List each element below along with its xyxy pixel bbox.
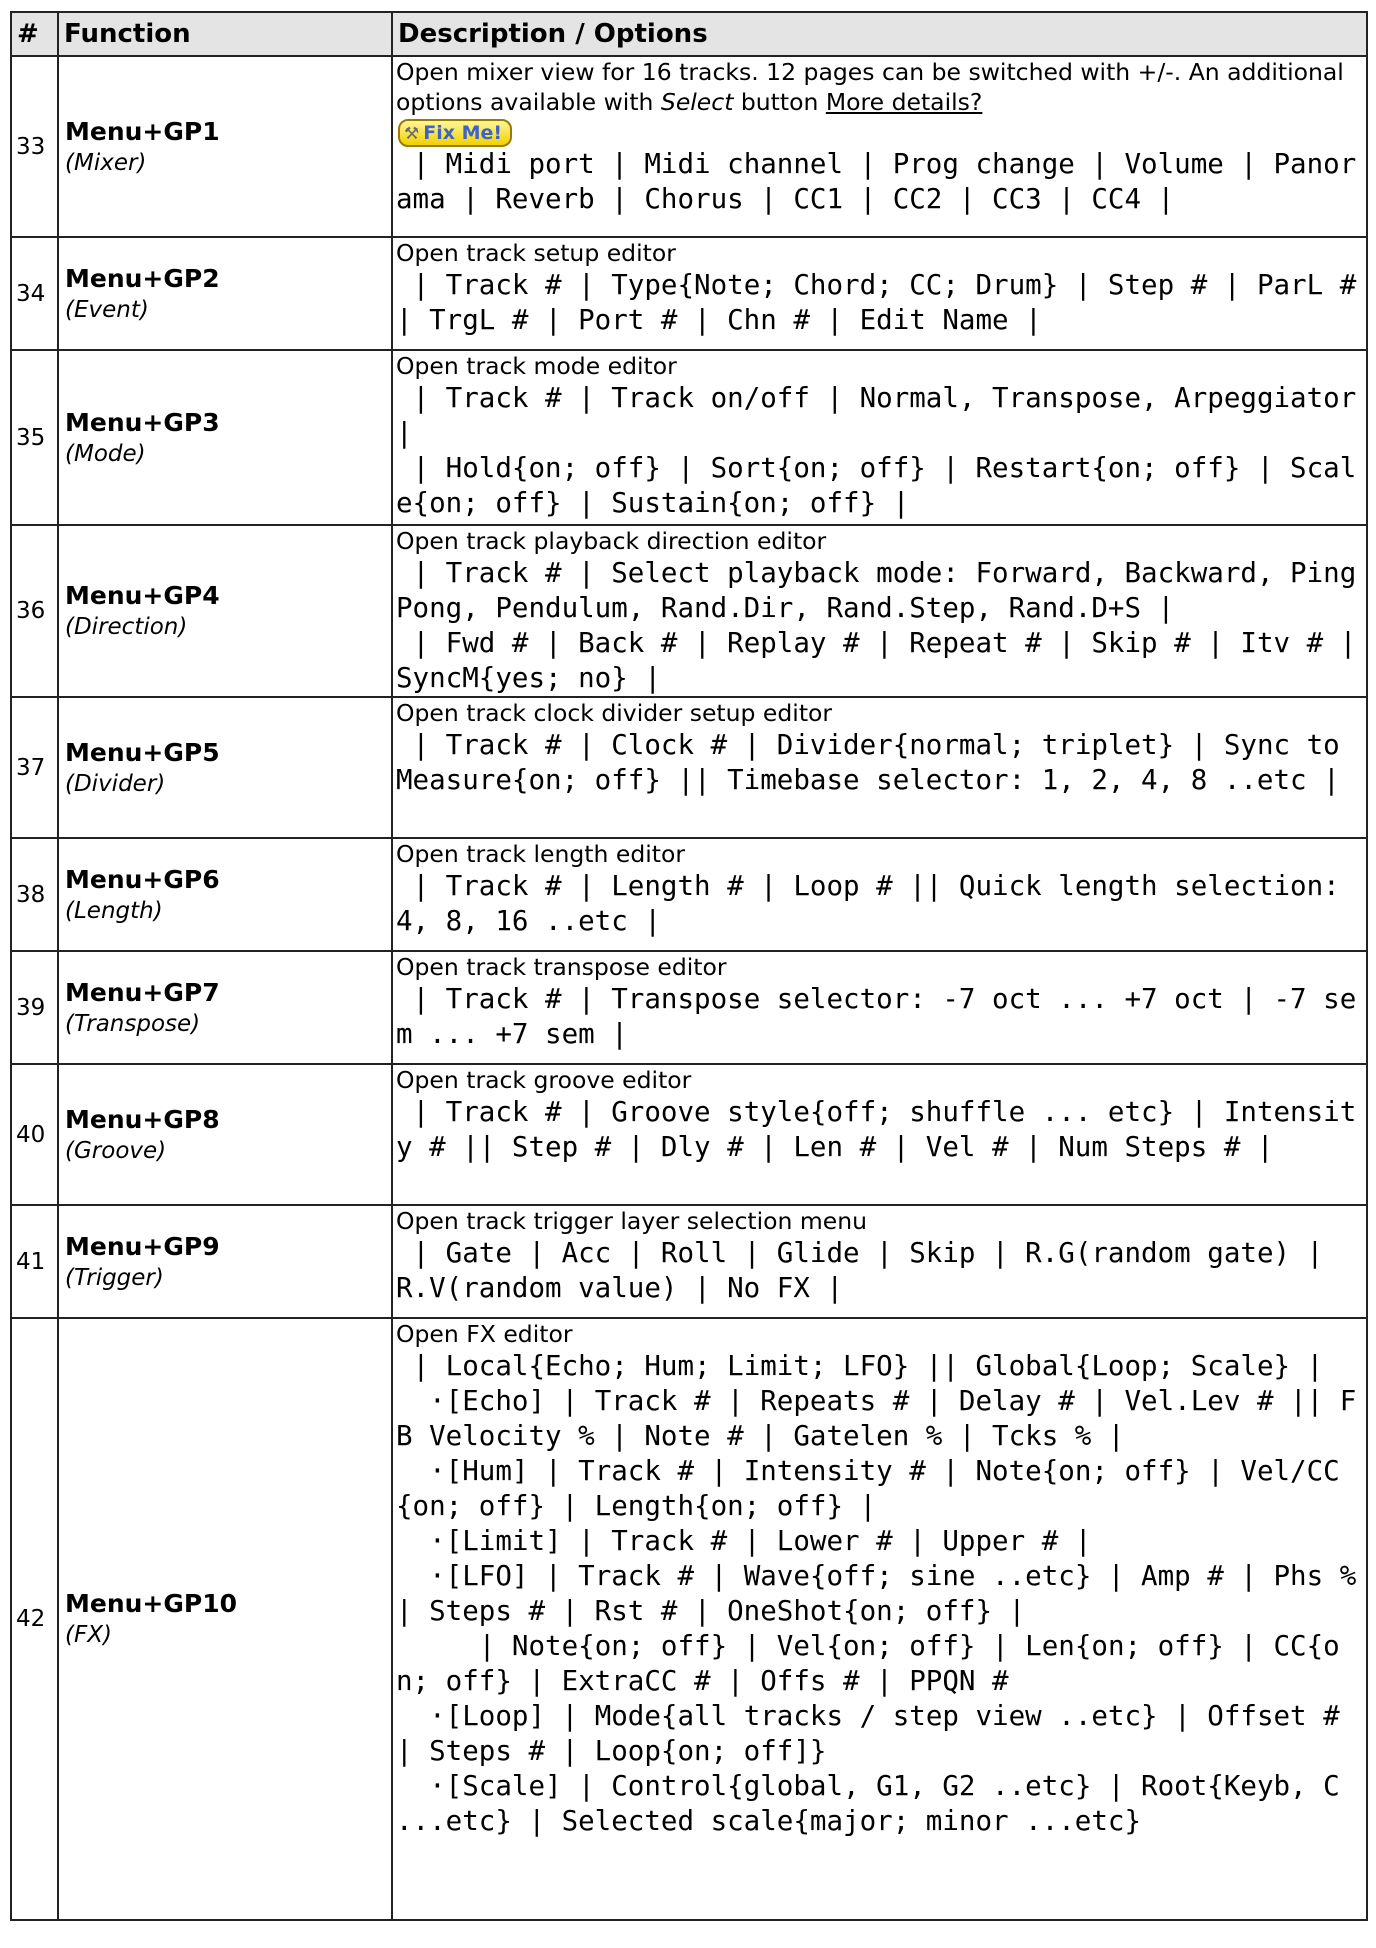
row-number: 41	[11, 1205, 58, 1318]
function-cell	[58, 838, 392, 951]
description-cell	[392, 697, 1367, 838]
row-number: 38	[11, 838, 58, 951]
description-cell	[392, 350, 1373, 525]
function-cell	[58, 525, 392, 697]
function-cell	[58, 697, 392, 838]
header-function: Function	[58, 12, 392, 56]
description-part: Open mixer view for 16 tracks. 12 pages can be switched with +/-. An additional options available with	[396, 58, 1344, 116]
fixme-label: Fix Me!	[423, 122, 503, 144]
row-number: 42	[11, 1318, 58, 1920]
table-row	[11, 697, 1367, 838]
options-line: | Fwd # | Back # | Replay # | Repeat # | Skip # | Itv # | SyncM{yes; no} |	[396, 627, 1373, 694]
function-alias: (Trigger)	[65, 1264, 164, 1291]
table-row	[11, 350, 1367, 525]
description-part: button	[733, 88, 826, 116]
options-line: | Track # | Length # | Loop # || Quick length selection: 4, 8, 16 ..etc |	[396, 870, 1357, 937]
description-cell	[392, 951, 1367, 1064]
function-alias: (Divider)	[65, 770, 166, 797]
description-cell	[392, 525, 1373, 697]
description-text: Open track playback direction editor	[396, 527, 827, 555]
table-row	[11, 951, 1367, 1064]
function-alias: (Mode)	[65, 440, 146, 467]
wrench-icon: ⚒	[404, 124, 420, 144]
table-row	[11, 1205, 1367, 1318]
function-name: Menu+GP7	[65, 977, 220, 1007]
description-text: Open FX editor	[396, 1320, 573, 1348]
description-text: Open track length editor	[396, 840, 686, 868]
options-line: | Track # | Clock # | Divider{normal; triplet} | Sync to Measure{on; off} || Timebase selector: 1, 2, 4, 8 ..etc |	[396, 729, 1357, 796]
row-number: 35	[11, 350, 58, 525]
more-details-link[interactable]: More details?	[825, 88, 983, 116]
function-name: Menu+GP8	[65, 1104, 220, 1134]
options-line: | Local{Echo; Hum; Limit; LFO} || Global{Loop; Scale} |	[396, 1350, 1324, 1382]
options-line: | Note{on; off} | Vel{on; off} | Len{on; off} | CC{on; off} | ExtraCC # | Offs # | PPQN #	[396, 1630, 1340, 1697]
description-text: Open track transpose editor	[396, 953, 727, 981]
function-name: Menu+GP9	[65, 1231, 220, 1261]
table-row	[11, 838, 1367, 951]
table-row	[11, 237, 1367, 350]
function-name: Menu+GP5	[65, 737, 220, 767]
header-number: #	[11, 12, 58, 56]
function-alias: (Length)	[65, 897, 163, 924]
function-alias: (Mixer)	[65, 149, 147, 176]
function-name: Menu+GP6	[65, 864, 220, 894]
function-cell	[58, 56, 392, 237]
function-cell	[58, 237, 392, 350]
row-number: 36	[11, 525, 58, 697]
options-line: | Gate | Acc | Roll | Glide | Skip | R.G(random gate) | R.V(random value) | No FX |	[396, 1237, 1340, 1304]
options-line: | Track # | Select playback mode: Forward, Backward, PingPong, Pendulum, Rand.Dir, Rand.Step, Rand.D+S |	[396, 557, 1357, 624]
table-row	[11, 525, 1367, 697]
function-name: Menu+GP4	[65, 581, 220, 610]
options-line: ·[Scale] | Control{global, G1, G2 ..etc} | Root{Keyb, C ...etc} | Selected scale{major; minor ...etc}	[396, 1770, 1357, 1837]
options-line: | Hold{on; off} | Sort{on; off} | Restart{on; off} | Scale{on; off} | Sustain{on; off} |	[396, 452, 1357, 519]
description-cell	[392, 1318, 1373, 1920]
row-number: 33	[11, 56, 58, 237]
description-text: Open track groove editor	[396, 1066, 692, 1094]
row-number: 37	[11, 697, 58, 838]
row-number: 34	[11, 237, 58, 350]
description-text: Open track setup editor	[396, 239, 676, 267]
function-cell	[58, 951, 392, 1064]
row-number: 39	[11, 951, 58, 1064]
table-row	[11, 1318, 1367, 1920]
description-cell	[392, 56, 1367, 237]
select-button-term: Select	[660, 88, 734, 116]
function-alias: (Groove)	[65, 1137, 167, 1164]
description-cell	[392, 237, 1373, 350]
function-name: Menu+GP1	[65, 116, 220, 146]
description-cell	[392, 838, 1367, 951]
function-cell	[58, 1205, 392, 1318]
options-line: ·[Echo] | Track # | Repeats # | Delay # | Vel.Lev # || FB Velocity % | Note # | Gatelen % | Tcks % |	[396, 1385, 1357, 1452]
options-line: | Track # | Groove style{off; shuffle ... etc} | Intensity # || Step # | Dly # | Len # | Vel # | Num Steps # |	[396, 1096, 1357, 1163]
options-line: | Midi port | Midi channel | Prog change | Volume | Panorama | Reverb | Chorus | CC1 | CC2 | CC3 | CC4 |	[396, 148, 1357, 215]
function-cell	[58, 1064, 392, 1205]
description-cell	[392, 1205, 1367, 1318]
options-line: | Track # | Transpose selector: -7 oct ... +7 oct | -7 sem ... +7 sem |	[396, 983, 1357, 1050]
table-row	[11, 56, 1367, 237]
description-text: Open track mode editor	[396, 352, 677, 380]
options-line: ·[Loop] | Mode{all tracks / step view ..etc} | Offset # | Steps # | Loop{on; off]}	[396, 1700, 1357, 1767]
function-alias: (Direction)	[65, 614, 188, 640]
function-table	[10, 11, 1373, 1921]
function-name: Menu+GP3	[65, 407, 220, 437]
fixme-badge	[398, 119, 512, 147]
description-cell	[392, 1064, 1367, 1205]
function-name: Menu+GP10	[65, 1589, 238, 1618]
table-row	[11, 1064, 1367, 1205]
function-name: Menu+GP2	[65, 263, 220, 293]
options-line: | Track # | Type{Note; Chord; CC; Drum} | Step # | ParL # | TrgL # | Port # | Chn # | Edit Name |	[396, 269, 1373, 336]
options-line: ·[Limit] | Track # | Lower # | Upper # |	[396, 1525, 1092, 1557]
function-alias: (Transpose)	[65, 1010, 201, 1037]
description-text	[396, 57, 1364, 117]
description-text: Open track trigger layer selection menu	[396, 1207, 867, 1235]
header-row	[11, 12, 1367, 56]
options-line: ·[Hum] | Track # | Intensity # | Note{on; off} | Vel/CC{on; off} | Length{on; off} |	[396, 1455, 1340, 1522]
options-line: ·[LFO] | Track # | Wave{off; sine ..etc} | Amp # | Phs % | Steps # | Rst # | OneShot{on; off} |	[396, 1560, 1373, 1627]
header-description: Description / Options	[392, 12, 1367, 56]
function-alias: (Event)	[65, 296, 149, 323]
function-cell	[58, 1318, 392, 1920]
options-line: | Track # | Track on/off | Normal, Transpose, Arpeggiator |	[396, 382, 1373, 449]
row-number: 40	[11, 1064, 58, 1205]
description-text: Open track clock divider setup editor	[396, 699, 833, 727]
function-cell	[58, 350, 392, 525]
function-alias: (FX)	[65, 1622, 112, 1648]
